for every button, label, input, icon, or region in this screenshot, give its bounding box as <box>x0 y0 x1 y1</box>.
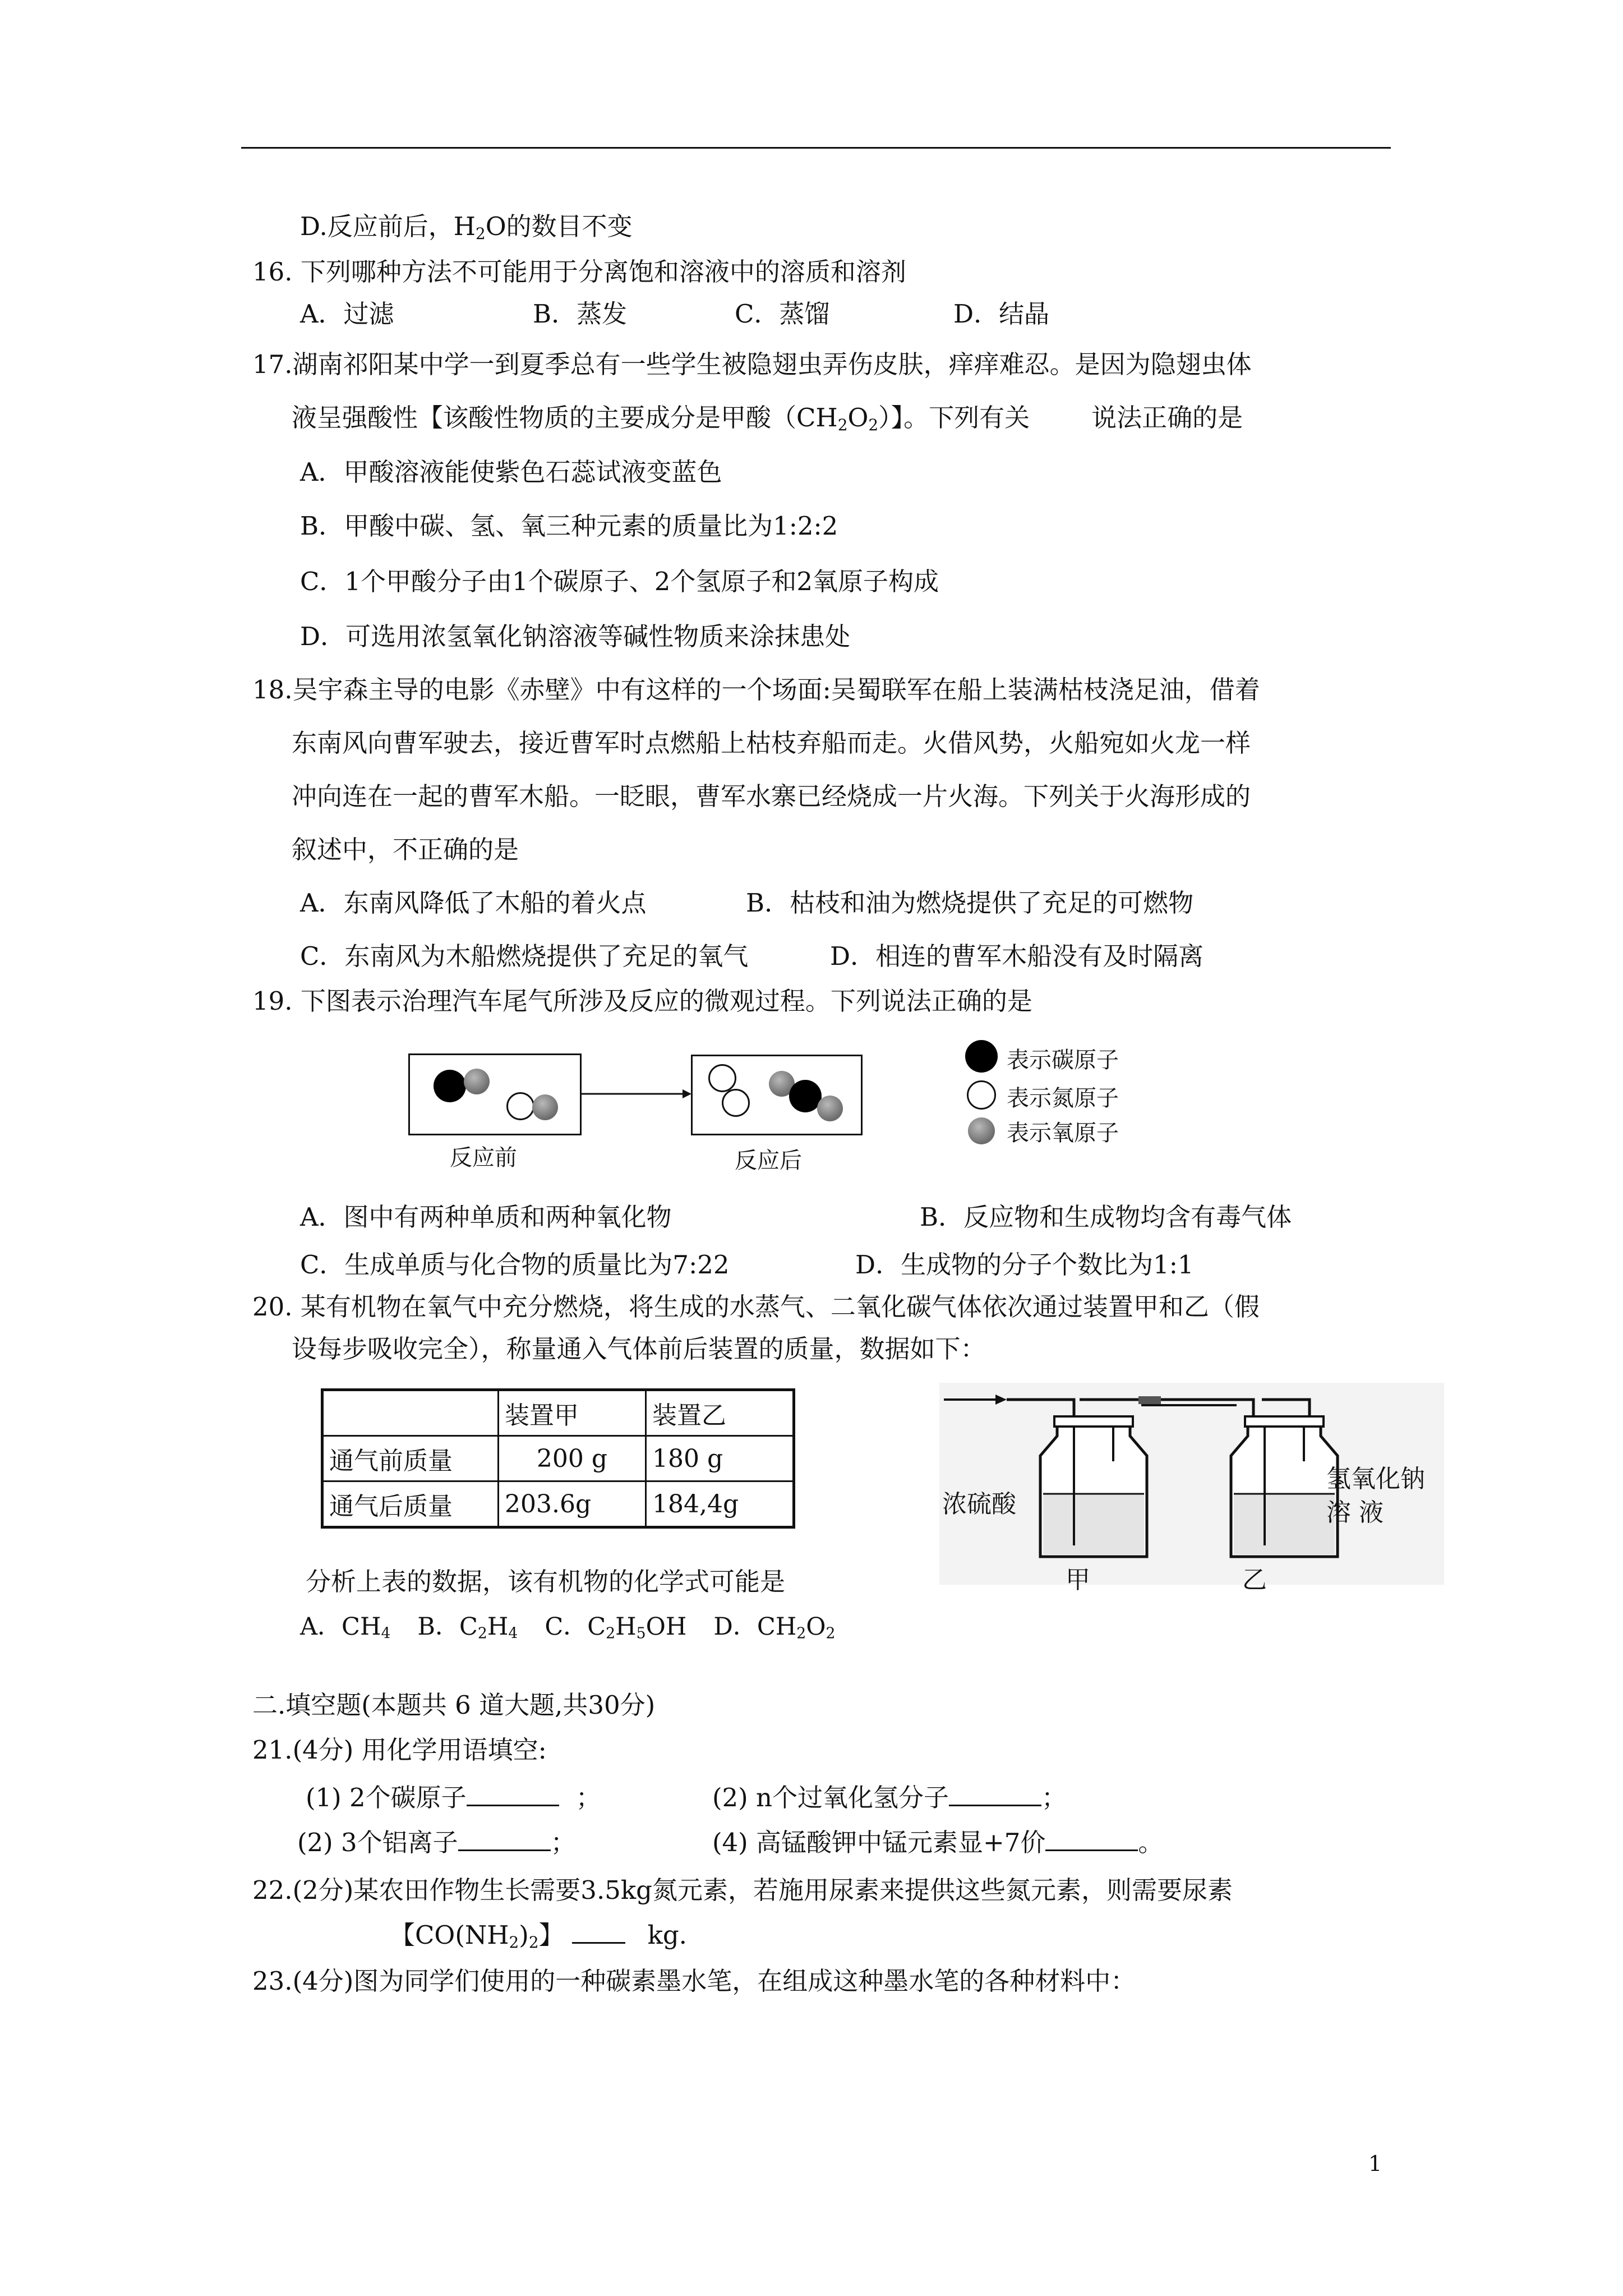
q19-before-box <box>408 1053 582 1135</box>
section-title: 二.填空题(本题共 6 道大题,共30分) <box>252 1690 656 1720</box>
nitrogen-atom <box>506 1092 534 1120</box>
q21-stem: 21.(4分) 用化学用语填空: <box>252 1735 547 1765</box>
q19-arrow <box>580 1085 693 1102</box>
q15-option-d: D.反应前后，$H_2O$的数目不变 <box>300 211 633 243</box>
q19-option-d: D．生成物的分子个数比为1:1 <box>855 1250 1194 1280</box>
q20-stem-line1: 20. 某有机物在氧气中充分燃烧，将生成的水蒸气、二氧化碳气体依次通过装置甲和乙（假 <box>252 1292 1260 1322</box>
q21-part3: (2) 3个铝离子 ； <box>297 1828 576 1857</box>
answer-blank[interactable] <box>467 1782 559 1806</box>
q19-after-box <box>691 1055 863 1135</box>
apparatus-label-sulfuric-acid: 浓硫酸 <box>942 1490 1016 1519</box>
q17-stem-line1: 17.湖南祁阳某中学一到夏季总有一些学生被隐翅虫弄伤皮肤，痒痒难忍。是因为隐翅虫体 <box>252 349 1252 379</box>
q22-line1: 22.(2分)某农田作物生长需要3.5kg氮元素，若施用尿素来提供这些氮元素，则需要尿素 <box>252 1875 1233 1905</box>
answer-blank[interactable] <box>458 1827 551 1851</box>
q21-part4: (4) 高锰酸钾中锰元素显+7价 。 <box>712 1828 1164 1857</box>
q17-option-a: A．甲酸溶液能使紫色石蕊试液变蓝色 <box>300 457 722 487</box>
q19-stem: 19. 下图表示治理汽车尾气所涉及反应的微观过程。下列说法正确的是 <box>252 986 1032 1016</box>
q23-line1: 23.(4分)图为同学们使用的一种碳素墨水笔，在组成这种墨水笔的各种材料中： <box>252 1966 1136 1996</box>
apparatus-label-naoh-2: 溶 液 <box>1326 1498 1384 1527</box>
table-header-yi: 装置乙 <box>646 1390 794 1436</box>
table-cell: 180 g <box>646 1436 794 1481</box>
table-cell: 184,4g <box>646 1481 794 1527</box>
q18-option-c: C．东南风为木船燃烧提供了充足的氧气 <box>300 941 749 971</box>
legend-carbon: 表示碳原子 <box>1007 1047 1119 1073</box>
q17-option-b: B．甲酸中碳、氢、氧三种元素的质量比为1:2:2 <box>300 511 838 541</box>
table-cell: 通气后质量 <box>322 1481 499 1527</box>
q16-stem: 16. 下列哪种方法不可能用于分离饱和溶液中的溶质和溶剂 <box>252 257 906 287</box>
table-cell: 200 g <box>499 1436 646 1481</box>
table-header-row <box>322 1390 794 1436</box>
oxygen-atom <box>464 1069 490 1094</box>
q17-option-d: D．可选用浓氢氧化钠溶液等碱性物质来涂抹患处 <box>300 622 851 651</box>
table-row <box>322 1481 794 1527</box>
q16-option-a: A．过滤 <box>300 299 394 329</box>
oxygen-atom <box>532 1094 558 1120</box>
carbon-atom <box>434 1070 466 1102</box>
answer-blank[interactable] <box>572 1920 625 1944</box>
q20-option-c: C．$C_2H_5OH$ <box>545 1613 687 1642</box>
q18-stem-line4: 叙述中，不正确的是 <box>292 835 519 864</box>
q16-option-c: C．蒸馏 <box>735 299 830 329</box>
q18-stem-line1: 18.吴宇森主导的电影《赤壁》中有这样的一个场面:吴蜀联军在船上装满枯枝浇足油，借着 <box>252 675 1260 705</box>
apparatus-label-yi: 乙 <box>1242 1566 1267 1594</box>
nitrogen-atom <box>722 1089 750 1117</box>
answer-blank[interactable] <box>949 1782 1041 1806</box>
q20-option-b: B．$C_2H_4$ <box>417 1613 518 1642</box>
q18-option-a: A．东南风降低了木船的着火点 <box>300 888 647 918</box>
q18-stem-line2: 东南风向曹军驶去，接近曹军时点燃船上枯枝弃船而走。火借风势，火船宛如火龙一样 <box>292 728 1251 758</box>
q17-stem-line2: 液呈强酸性【该酸性物质的主要成分是甲酸$(CH_2O_2)$】。下列有关 说法正确的是 <box>292 403 1243 434</box>
legend-carbon-icon <box>965 1040 998 1073</box>
q21-part1: (1) 2个碳原子 ； <box>306 1783 601 1812</box>
q20-options <box>300 1610 835 1644</box>
nitrogen-atom <box>708 1064 736 1092</box>
apparatus-label-naoh-1: 氢氧化钠 <box>1326 1465 1425 1493</box>
table-row <box>322 1436 794 1481</box>
q20-option-a: A．$CH_4$ <box>300 1613 391 1642</box>
q20-analysis: 分析上表的数据，该有机物的化学式可能是 <box>306 1567 786 1596</box>
q20-option-d: D．$CH_2O_2$ <box>713 1613 836 1642</box>
q16-option-d: D．结晶 <box>953 299 1050 329</box>
legend-oxygen: 表示氧原子 <box>1007 1120 1119 1146</box>
q18-stem-line3: 冲向连在一起的曹军木船。一眨眼，曹军水寨已经烧成一片火海。下列关于火海形成的 <box>292 781 1251 811</box>
q22-line2: 【$CO(NH_2)_2$】 kg. <box>390 1920 687 1952</box>
table-cell <box>322 1390 499 1436</box>
q17-option-c: C．1个甲酸分子由1个碳原子、2个氢原子和2氧原子构成 <box>300 567 939 596</box>
table-cell: 203.6g <box>499 1481 646 1527</box>
legend-nitrogen-icon <box>967 1080 996 1110</box>
q21-part2: (2) n个过氧化氢分子 ； <box>712 1783 1067 1812</box>
apparatus-label-jia: 甲 <box>1066 1566 1090 1594</box>
page-number: 1 <box>1368 2151 1382 2176</box>
answer-blank[interactable] <box>1045 1827 1138 1851</box>
oxygen-atom <box>817 1096 843 1121</box>
table-cell: 通气前质量 <box>322 1436 499 1481</box>
q19-option-b: B．反应物和生成物均含有毒气体 <box>920 1202 1292 1232</box>
q19-before-label: 反应前 <box>450 1145 517 1171</box>
q19-option-a: A．图中有两种单质和两种氧化物 <box>300 1202 672 1232</box>
q19-after-label: 反应后 <box>735 1148 802 1174</box>
q18-option-b: B．枯枝和油为燃烧提供了充足的可燃物 <box>746 888 1194 918</box>
table-header-jia: 装置甲 <box>499 1390 646 1436</box>
q19-option-c: C．生成单质与化合物的质量比为7:22 <box>300 1250 730 1280</box>
legend-oxygen-icon <box>968 1117 995 1144</box>
header-rule <box>241 147 1391 149</box>
q18-option-d: D．相连的曹军木船没有及时隔离 <box>830 941 1204 971</box>
q20-data-table <box>321 1388 795 1529</box>
q16-option-b: B．蒸发 <box>533 299 628 329</box>
legend-nitrogen: 表示氮原子 <box>1007 1085 1119 1111</box>
q20-stem-line2: 设每步吸收完全），称量通入气体前后装置的质量，数据如下： <box>292 1334 986 1364</box>
